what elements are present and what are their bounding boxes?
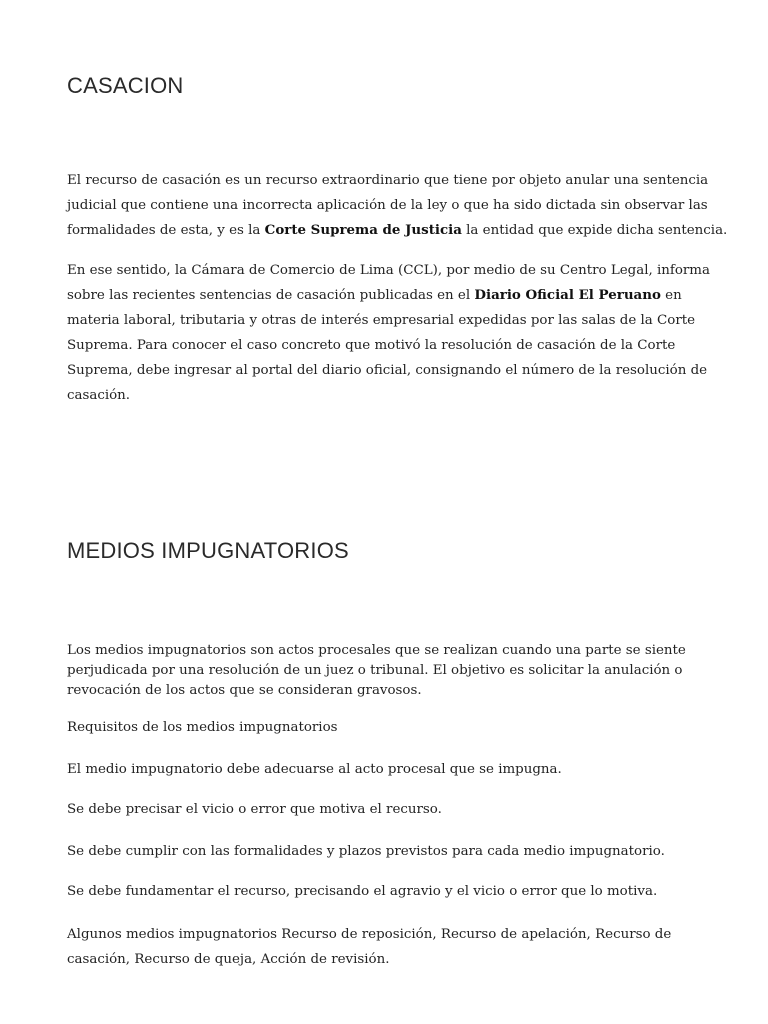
requisito-item-3 xyxy=(67,842,731,862)
requisito-item-4 xyxy=(67,882,731,902)
requisito-text-2: Se debe precisar el vicio o error que motiva el recurso. xyxy=(67,802,442,817)
casacion-paragraph-2 xyxy=(67,258,731,408)
casacion-paragraph-1 xyxy=(67,168,731,243)
casacion-p1-text-a: El recurso de casación es un recurso extraordinario que tiene por objeto anular una sentencia judicial que contiene una incorrecta aplicación de la ley o que ha sido dictada sin observar las formalidades de esta, y es la xyxy=(67,173,709,238)
casacion-p2-text-b: en materia laboral, tributaria y otras de interés empresarial expedidas por las salas de la Corte Suprema. Para conocer el caso concreto que motivó la resolución de casación de la Corte Suprema, debe ingresar al portal del diario oficial, consignando el número de la resolución de casación. xyxy=(67,288,708,403)
casacion-p2-text-a: En ese sentido, la Cámara de Comercio de Lima (CCL), por medio de su Centro Legal, informa sobre las recientes sentencias de casación publicadas en el xyxy=(67,263,710,303)
requisito-text-4: Se debe fundamentar el recurso, precisando el agravio y el vicio o error que lo motiva. xyxy=(67,884,658,899)
requisito-text-3: Se debe cumplir con las formalidades y plazos previstos para cada medio impugnatorio. xyxy=(67,844,665,859)
requisitos-title-block xyxy=(67,718,731,738)
algunos-medios-paragraph xyxy=(67,922,731,972)
section-title-medios: MEDIOS IMPUGNATORIOS xyxy=(67,538,349,563)
medios-intro-text: Los medios impugnatorios son actos procesales que se realizan cuando una parte se siente perjudicada por una resolución de un juez o tribunal. El objetivo es solicitar la anulación o revocación de los actos que se consideran gravosos. xyxy=(67,643,686,698)
requisitos-title: Requisitos de los medios impugnatorios xyxy=(67,720,338,735)
requisito-item-1 xyxy=(67,760,731,780)
casacion-p1-bold: Corte Suprema de Justicia xyxy=(264,222,462,238)
casacion-p2-bold: Diario Oficial El Peruano xyxy=(474,287,661,303)
algunos-medios-text: Algunos medios impugnatorios Recurso de reposición, Recurso de apelación, Recurso de casación, Recurso de queja, Acción de revisión. xyxy=(67,927,672,967)
requisito-item-2 xyxy=(67,800,731,820)
casacion-p1-text-b: la entidad que expide dicha sentencia. xyxy=(461,223,728,238)
medios-intro-paragraph xyxy=(67,641,731,701)
section-title-casacion: CASACION xyxy=(67,73,184,98)
requisito-text-1: El medio impugnatorio debe adecuarse al acto procesal que se impugna. xyxy=(67,762,562,777)
